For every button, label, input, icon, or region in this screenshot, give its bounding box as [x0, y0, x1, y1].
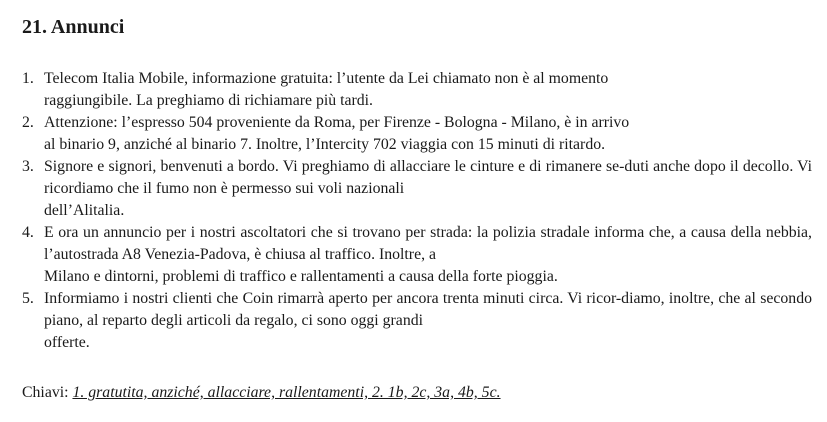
announcement-list	[22, 68, 812, 354]
item-text	[44, 288, 812, 354]
item-text	[44, 222, 812, 288]
announcement-item-4	[22, 222, 812, 288]
item-text	[44, 68, 812, 112]
item-last-line: offerte.	[44, 334, 90, 351]
section-title: 21. Annunci	[22, 16, 125, 38]
item-last-line: Milano e dintorni, problemi di traffico e rallentamenti a causa della forte pioggia.	[44, 268, 558, 285]
answer-key	[22, 382, 501, 404]
item-body: Informiamo i nostri clienti che Coin rimarrà aperto per ancora trenta minuti circa. Vi ricor-diamo, inoltre, che al secondo piano, al reparto degli articoli da regalo, ci sono oggi grandi	[44, 290, 812, 329]
answer-key-value: 1. gratutita, anziché, allacciare, rallentamenti, 2. 1b, 2c, 3a, 4b, 5c.	[72, 384, 501, 401]
item-last-line: al binario 9, anziché al binario 7. Inoltre, l’Intercity 702 viaggia con 15 minuti di ritardo.	[44, 136, 606, 153]
item-text	[44, 156, 812, 222]
item-body: Attenzione: l’espresso 504 proveniente da Roma, per Firenze - Bologna - Milano, è in arrivo	[44, 114, 630, 131]
announcement-item-2	[22, 112, 812, 156]
item-number: 1.	[22, 70, 34, 87]
answer-key-label: Chiavi:	[22, 384, 69, 401]
item-number: 4.	[22, 224, 34, 241]
item-last-line: dell’Alitalia.	[44, 202, 125, 219]
item-body: Telecom Italia Mobile, informazione gratuita: l’utente da Lei chiamato non è al momento	[44, 70, 609, 87]
announcement-item-1	[22, 68, 812, 112]
announcement-item-5	[22, 288, 812, 354]
item-number: 5.	[22, 290, 34, 307]
item-last-line: raggiungibile. La preghiamo di richiamare più tardi.	[44, 92, 373, 109]
item-body: E ora un annuncio per i nostri ascoltatori che si trovano per strada: la polizia stradale informa che, a causa della nebbia, l’autostrada A8 Venezia-Padova, è chiusa al traffico. Inoltre, a	[44, 224, 812, 263]
item-text	[44, 112, 812, 156]
announcement-item-3	[22, 156, 812, 222]
item-body: Signore e signori, benvenuti a bordo. Vi preghiamo di allacciare le cinture e di rimanere se-duti anche dopo il decollo. Vi ricordiamo che il fumo non è permesso sui voli nazionali	[44, 158, 812, 197]
item-number: 3.	[22, 158, 34, 175]
item-number: 2.	[22, 114, 34, 131]
